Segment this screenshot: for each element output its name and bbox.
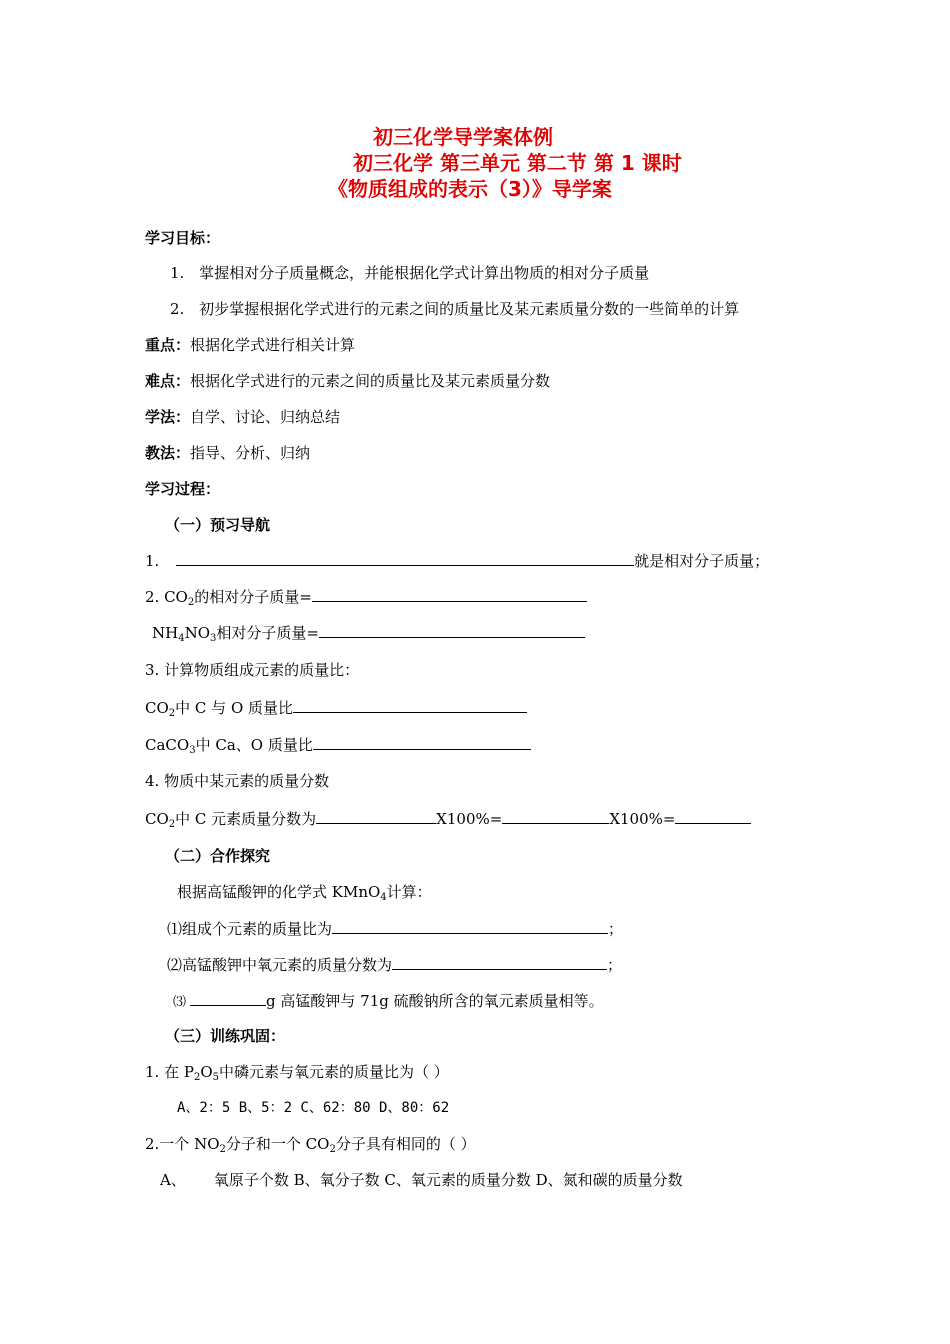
- teach-method-label: 教法：: [145, 444, 191, 462]
- s2-q2-end: ；: [607, 956, 623, 974]
- answer-blank[interactable]: [312, 586, 587, 602]
- section1-title: （一）预习导航: [165, 516, 271, 534]
- s1-q3: 3. 计算物质组成元素的质量比：: [145, 661, 360, 679]
- doc-title-line1: 初三化学导学案体例: [373, 125, 553, 149]
- subscript: 2: [193, 1072, 201, 1083]
- s3-q2-mid: 分子和一个 CO: [225, 1135, 330, 1153]
- study-method-text: 自学、讨论、归纳总结: [190, 408, 341, 426]
- answer-blank[interactable]: [675, 808, 751, 824]
- objective-num: 1.: [170, 264, 185, 282]
- subscript: 2: [168, 819, 176, 830]
- s1-q2b-suffix: 相对分子质量=: [216, 624, 319, 642]
- s1-q3b-prefix: CaCO: [145, 736, 190, 754]
- s1-q4a-prefix: CO: [145, 810, 169, 828]
- key-point-label: 重点：: [145, 336, 191, 354]
- s1-q3a-suffix: 中 C 与 O 质量比: [175, 699, 294, 717]
- s1-q4a: [145, 808, 751, 829]
- subscript: 2: [219, 1144, 226, 1155]
- study-method-label: 学法：: [145, 408, 191, 426]
- objective-item: [170, 299, 739, 319]
- s3-q2-options: [160, 1170, 683, 1190]
- section2-title: （二）合作探究: [165, 847, 271, 865]
- subscript: 3: [189, 745, 196, 756]
- key-point: [145, 335, 355, 355]
- s1-q3a: [145, 697, 527, 718]
- objective-text: 掌握相对分子质量概念，并能根据化学式计算出物质的相对分子质量: [199, 264, 650, 282]
- answer-blank[interactable]: [316, 808, 436, 824]
- doc-title-line2: 初三化学 第三单元 第二节 第 1 课时: [353, 151, 682, 175]
- answer-blank[interactable]: [313, 734, 531, 750]
- answer-blank[interactable]: [392, 954, 607, 970]
- s2-q1: [167, 918, 623, 939]
- difficulty-label: 难点：: [145, 372, 191, 390]
- s1-q2b-prefix: NH: [152, 624, 179, 642]
- section3-title: （三）训练巩固：: [165, 1027, 286, 1045]
- s1-q4: 4. 物质中某元素的质量分数: [145, 772, 330, 790]
- difficulty: [145, 371, 550, 391]
- s2-q2-num: ⑵: [167, 956, 183, 974]
- s2-q2: [167, 954, 622, 975]
- s2-q2-text: 高锰酸钾中氧元素的质量分数为: [182, 956, 393, 974]
- difficulty-text: 根据化学式进行的元素之间的质量比及某元素质量分数: [190, 372, 551, 390]
- subscript: 2: [187, 597, 195, 608]
- s2-q1-num: ⑴: [167, 920, 183, 938]
- s2-q1-text: 组成个元素的质量比为: [182, 920, 333, 938]
- subscript: 3: [210, 633, 217, 644]
- key-point-text: 根据化学式进行相关计算: [190, 336, 356, 354]
- teach-method: [145, 443, 310, 463]
- objectives-label: 学习目标：: [145, 229, 221, 247]
- s3-q1: [145, 1062, 449, 1082]
- answer-blank[interactable]: [502, 808, 609, 824]
- doc-title-line3: 《物质组成的表示（3）》导学案: [328, 177, 612, 201]
- answer-blank[interactable]: [176, 550, 634, 566]
- s1-q3a-prefix: CO: [145, 699, 169, 717]
- s2-q1-end: ；: [608, 920, 624, 938]
- s2-q3-num: ⑶: [173, 995, 187, 1010]
- s2-intro-suffix: 计算：: [386, 883, 432, 901]
- s2-q3: [173, 990, 604, 1013]
- s2-intro-prefix: 根据高锰酸钾的化学式 KMnO: [177, 883, 381, 901]
- s1-q4a-suffix: 中 C 元素质量分数为: [175, 810, 317, 828]
- subscript: 2: [168, 708, 176, 719]
- s3-q2-options-rest: 氧原子个数 B、氧分子数 C、氧元素的质量分数 D、氮和碳的质量分数: [213, 1171, 683, 1189]
- s1-q1-suffix: 就是相对分子质量；: [634, 552, 770, 570]
- s3-q1-suffix: 中磷元素与氧元素的质量比为（ ）: [219, 1063, 449, 1081]
- s2-q3-text: g 高锰酸钾与 71g 硫酸钠所含的氧元素质量相等。: [266, 992, 604, 1010]
- s3-q2-option-a: A、: [160, 1171, 186, 1189]
- s1-q2-prefix: 2. CO: [145, 588, 188, 606]
- s3-q2-suffix: 分子具有相同的（ ）: [335, 1135, 476, 1153]
- subscript: 2: [329, 1144, 336, 1155]
- s3-q1-options: A、2：5 B、5：2 C、62：80 D、80：62: [177, 1100, 450, 1116]
- s1-q1: [145, 550, 769, 571]
- subscript: 4: [380, 892, 387, 903]
- objective-text: 初步掌握根据化学式进行的元素之间的质量比及某元素质量分数的一些简单的计算: [199, 300, 740, 318]
- s1-q3b: [145, 734, 531, 755]
- s1-q1-num: 1.: [145, 552, 160, 570]
- objective-item: [170, 263, 649, 283]
- teach-method-text: 指导、分析、归纳: [190, 444, 311, 462]
- subscript: 5: [212, 1072, 220, 1083]
- s3-q2: [145, 1134, 476, 1154]
- s1-q4a-x1: X100%=: [436, 810, 503, 828]
- subscript: 4: [178, 633, 185, 644]
- s1-q2b: [152, 622, 585, 643]
- s1-q4a-x2: X100%=: [609, 810, 676, 828]
- s2-intro: [177, 882, 432, 902]
- s3-q2-prefix: 2.一个 NO: [145, 1135, 220, 1153]
- answer-blank[interactable]: [293, 697, 527, 713]
- s3-q1-mid: O: [200, 1063, 213, 1081]
- answer-blank[interactable]: [190, 990, 266, 1006]
- process-label: 学习过程：: [145, 480, 221, 498]
- objective-num: 2.: [170, 300, 185, 318]
- s1-q2-suffix: 的相对分子质量=: [194, 588, 312, 606]
- answer-blank[interactable]: [332, 918, 608, 934]
- s1-q2: [145, 586, 587, 607]
- s1-q3b-suffix: 中 Ca、O 质量比: [195, 736, 313, 754]
- study-method: [145, 407, 340, 427]
- s1-q2b-mid: NO: [184, 624, 211, 642]
- s3-q1-prefix: 1. 在 P: [145, 1063, 194, 1081]
- answer-blank[interactable]: [319, 622, 585, 638]
